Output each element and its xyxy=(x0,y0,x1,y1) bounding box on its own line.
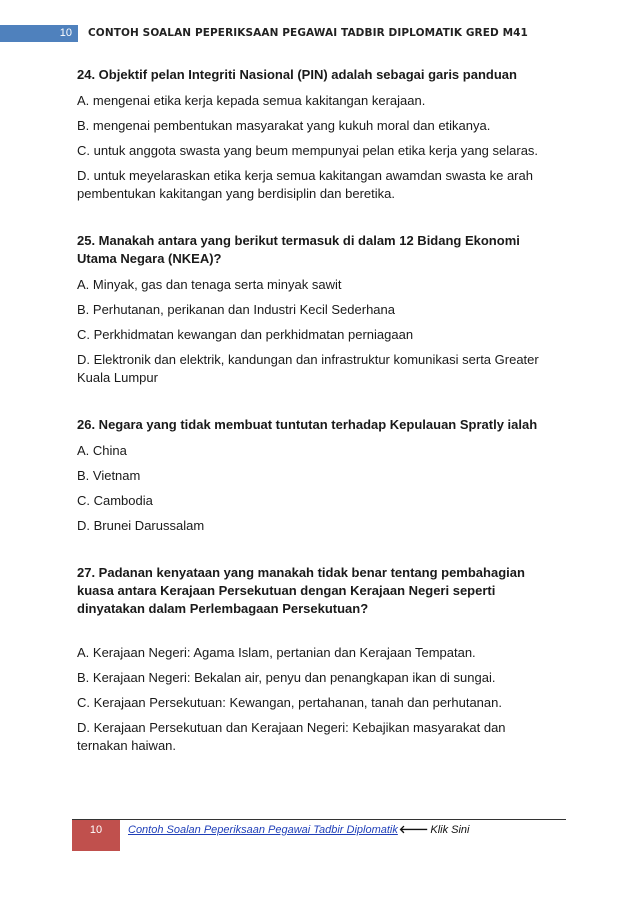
question-26-option-d: D. Brunei Darussalam xyxy=(77,518,205,533)
question-24-option-d: D. untuk meyelaraskan etika kerja semua kakitangan awamdan swasta ke arah pembentukan kakitangan yang berdisiplin dan beretika. xyxy=(77,168,533,201)
question-24-option-b: B. mengenai pembentukan masyarakat yang kukuh moral dan etikanya. xyxy=(77,118,491,133)
question-24-option-c: C. untuk anggota swasta yang beum mempunyai pelan etika kerja yang selaras. xyxy=(77,143,539,158)
question-27: 27. Padanan kenyataan yang manakah tidak benar tentang pembahagian kuasa antara Kerajaan Persekutuan dengan Kerajaan Negeri seperti dinyatakan dalam Perlembagaan Persekutuan? xyxy=(77,565,525,616)
question-24: 24. Objektif pelan Integriti Nasional (PIN) adalah sebagai garis panduan xyxy=(77,67,517,82)
question-27-option-b: B. Kerajaan Negeri: Bekalan air, penyu dan penangkapan ikan di sungai. xyxy=(77,670,496,685)
question-25-option-a: A. Minyak, gas dan tenaga serta minyak sawit xyxy=(77,277,342,292)
question-27-option-c: C. Kerajaan Persekutuan: Kewangan, pertahanan, tanah dan perhutanan. xyxy=(77,695,502,710)
footer xyxy=(128,820,470,840)
spacer xyxy=(77,626,555,644)
question-25: 25. Manakah antara yang berikut termasuk di dalam 12 Bidang Ekonomi Utama Negara (NKEA)? xyxy=(77,233,520,266)
header-title: CONTOH SOALAN PEPERIKSAAN PEGAWAI TADBIR DIPLOMATIK GRED M41 xyxy=(88,27,528,39)
arrow-left-icon: 🡐 xyxy=(398,824,429,836)
question-26: 26. Negara yang tidak membuat tuntutan terhadap Kepulauan Spratly ialah xyxy=(77,417,538,432)
question-27-option-d: D. Kerajaan Persekutuan dan Kerajaan Negeri: Kebajikan masyarakat dan ternakan haiwan. xyxy=(77,720,506,753)
question-26-option-b: B. Vietnam xyxy=(77,468,141,483)
question-25-option-c: C. Perkhidmatan kewangan dan perkhidmatan perniagaan xyxy=(77,327,414,342)
page-header xyxy=(0,25,638,42)
question-25-option-b: B. Perhutanan, perikanan dan Industri Kecil Sederhana xyxy=(77,302,395,317)
spacer xyxy=(77,210,555,232)
spacer xyxy=(77,394,555,416)
question-24-option-a: A. mengenai etika kerja kepada semua kakitangan kerajaan. xyxy=(77,93,426,108)
spacer xyxy=(77,542,555,564)
question-25-option-d: D. Elektronik dan elektrik, kandungan dan infrastruktur komunikasi serta Greater Kuala Lumpur xyxy=(77,352,539,385)
document-body xyxy=(77,66,555,762)
footer-link[interactable]: Contoh Soalan Peperiksaan Pegawai Tadbir Diplomatik xyxy=(128,824,398,836)
question-26-option-a: A. China xyxy=(77,443,127,458)
footer-page-number: 10 xyxy=(72,820,120,851)
question-26-option-c: C. Cambodia xyxy=(77,493,153,508)
header-page-number: 10 xyxy=(0,25,78,42)
footer-klik-sini[interactable]: Klik Sini xyxy=(430,824,470,836)
question-27-option-a: A. Kerajaan Negeri: Agama Islam, pertanian dan Kerajaan Tempatan. xyxy=(77,645,476,660)
